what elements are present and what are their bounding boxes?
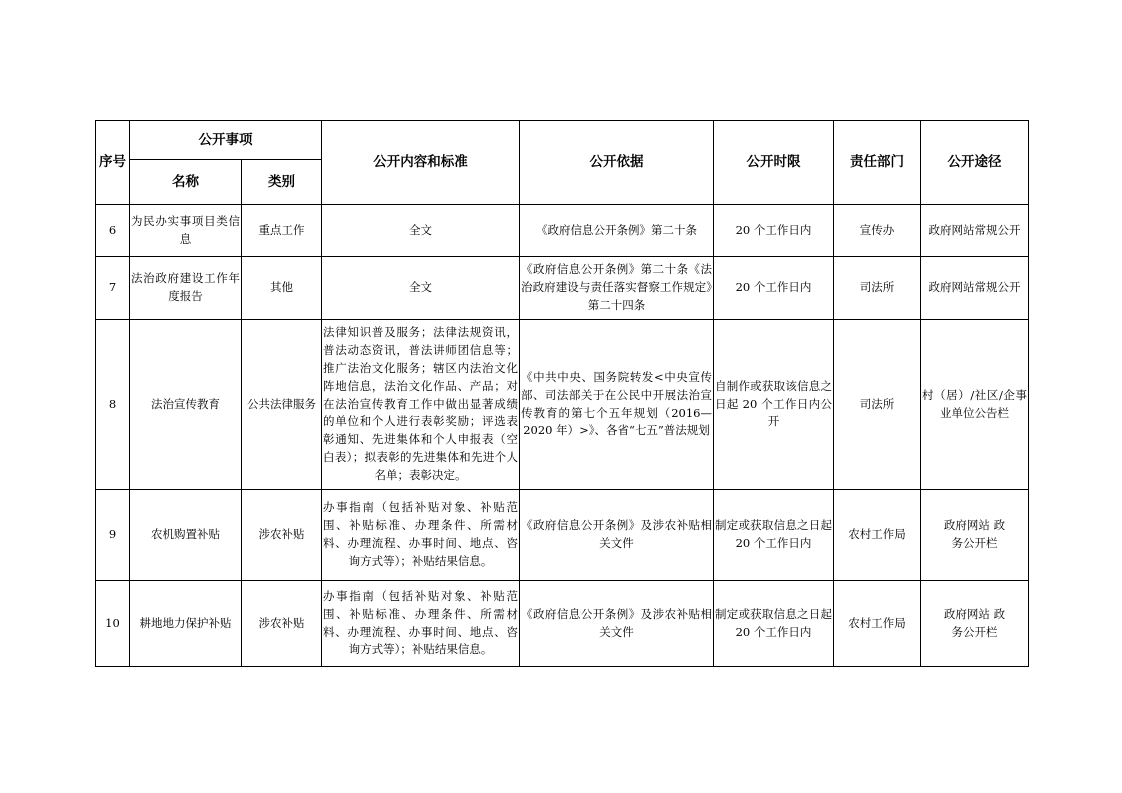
item-channel: 政府网站常规公开: [921, 257, 1029, 320]
item-channel: 村（居）/社区/企事业单位公告栏: [921, 320, 1029, 490]
header-category: 类别: [242, 160, 322, 205]
header-seq: 序号: [96, 121, 130, 205]
header-public-items: 公开事项: [130, 121, 322, 160]
item-time-limit: 制定或获取信息之日起 20 个工作日内: [714, 581, 834, 667]
table-row: [96, 490, 1029, 581]
table-row: [96, 205, 1029, 257]
item-content: 全文: [322, 205, 520, 257]
item-category: 涉农补贴: [242, 581, 322, 667]
item-time-limit: 20 个工作日内: [714, 257, 834, 320]
table-row: [96, 320, 1029, 490]
item-time-limit: 自制作或获取该信息之日起 20 个工作日内公开: [714, 320, 834, 490]
disclosure-table: [95, 120, 1029, 667]
item-name: 法治政府建设工作年度报告: [130, 257, 242, 320]
item-basis: 《政府信息公开条例》及涉农补贴相关文件: [520, 581, 714, 667]
row-number: 6: [96, 205, 130, 257]
header-department: 责任部门: [834, 121, 921, 205]
item-content: 办事指南（包括补贴对象、补贴范围、补贴标准、办理条件、所需材料、办理流程、办事时间、地点、咨询方式等）；补贴结果信息。: [322, 581, 520, 667]
item-basis: 《政府信息公开条例》及涉农补贴相关文件: [520, 490, 714, 581]
item-basis: 《政府信息公开条例》第二十条: [520, 205, 714, 257]
item-name: 耕地地力保护补贴: [130, 581, 242, 667]
item-content: 办事指南（包括补贴对象、补贴范围、补贴标准、办理条件、所需材料、办理流程、办事时间、地点、咨询方式等）；补贴结果信息。: [322, 490, 520, 581]
item-department: 农村工作局: [834, 581, 921, 667]
item-basis: 《中共中央、国务院转发<中央宣传部、司法部关于在公民中开展法治宣传教育的第七个五年规划（2016—2020 年）>》、各省“七五”普法规划: [520, 320, 714, 490]
item-basis: 《政府信息公开条例》第二十条《法治政府建设与责任落实督察工作规定》第二十四条: [520, 257, 714, 320]
header-channel: 公开途径: [921, 121, 1029, 205]
item-category: 涉农补贴: [242, 490, 322, 581]
item-channel: 政府网站常规公开: [921, 205, 1029, 257]
header-content: 公开内容和标准: [322, 121, 520, 205]
header-row-top: [96, 121, 1029, 160]
item-time-limit: 制定或获取信息之日起 20 个工作日内: [714, 490, 834, 581]
item-department: 宣传办: [834, 205, 921, 257]
item-department: 司法所: [834, 257, 921, 320]
item-time-limit: 20 个工作日内: [714, 205, 834, 257]
item-category: 公共法律服务: [242, 320, 322, 490]
item-department: 司法所: [834, 320, 921, 490]
item-name: 为民办实事项目类信息: [130, 205, 242, 257]
row-number: 9: [96, 490, 130, 581]
item-name: 农机购置补贴: [130, 490, 242, 581]
header-name: 名称: [130, 160, 242, 205]
row-number: 7: [96, 257, 130, 320]
item-category: 其他: [242, 257, 322, 320]
table-row: [96, 257, 1029, 320]
table-row: [96, 581, 1029, 667]
header-basis: 公开依据: [520, 121, 714, 205]
item-name: 法治宣传教育: [130, 320, 242, 490]
item-content: 全文: [322, 257, 520, 320]
item-channel: 政府网站 政务公开栏: [921, 581, 1029, 667]
header-time-limit: 公开时限: [714, 121, 834, 205]
row-number: 8: [96, 320, 130, 490]
row-number: 10: [96, 581, 130, 667]
item-department: 农村工作局: [834, 490, 921, 581]
item-content: 法律知识普及服务；法律法规资讯，普法动态资讯，普法讲师团信息等；推广法治文化服务；辖区内法治文化阵地信息，法治文化作品、产品；对在法治宣传教育工作中做出显著成绩的单位和个人进行表彰奖励；评选表彰通知、先进集体和个人申报表（空白表）；拟表彰的先进集体和先进个人名单；表彰决定。: [322, 320, 520, 490]
item-category: 重点工作: [242, 205, 322, 257]
item-channel: 政府网站 政务公开栏: [921, 490, 1029, 581]
